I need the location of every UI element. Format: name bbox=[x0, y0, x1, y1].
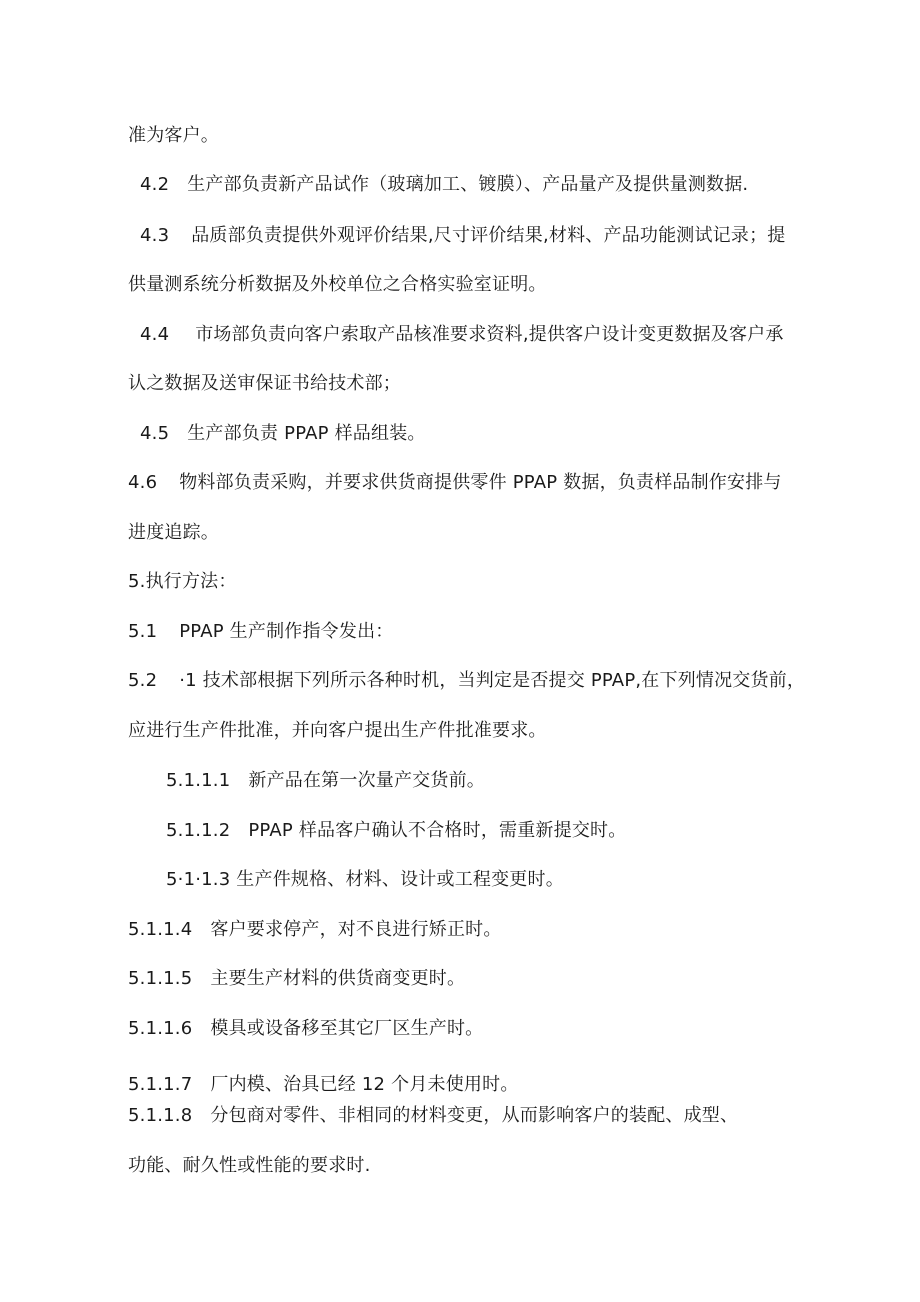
text-line bbox=[128, 273, 547, 297]
item-5-1-1-4 bbox=[128, 918, 502, 942]
section-4-5 bbox=[140, 422, 426, 446]
item-number: 5.1.1.6 bbox=[128, 1018, 193, 1039]
line-text: ·1 技术部根据下列所示各种时机，当判定是否提交 PPAP,在下列情况交货前， bbox=[179, 670, 806, 691]
item-number: 5.1.1.2 bbox=[166, 820, 231, 841]
line-text: 厂内模、治具已经 12 个月未使用时。 bbox=[210, 1074, 519, 1095]
item-5-1-1-5 bbox=[128, 967, 465, 991]
item-number: 5.1.1.1 bbox=[166, 770, 231, 791]
line-text: 客户要求停产，对不良进行矫正时。 bbox=[210, 919, 502, 940]
section-4-2 bbox=[140, 173, 748, 197]
line-text: 品质部负责提供外观评价结果,尺寸评价结果,材料、产品功能测试记录；提 bbox=[191, 225, 786, 246]
item-number: 5.1.1.5 bbox=[128, 968, 193, 989]
item-5-1-1-3 bbox=[166, 868, 564, 892]
section-5-1 bbox=[128, 620, 393, 644]
line-text: PPAP 生产制作指令发出： bbox=[179, 621, 394, 642]
section-number: 4.6 bbox=[128, 472, 158, 493]
line-text: 应进行生产件批准，并向客户提出生产件批准要求。 bbox=[128, 720, 547, 741]
item-number: 5.1.1.4 bbox=[128, 919, 193, 940]
section-number: 4.2 bbox=[140, 174, 170, 195]
line-text: 主要生产材料的供货商变更时。 bbox=[210, 968, 466, 989]
section-4-4 bbox=[140, 323, 784, 347]
line-text: 模具或设备移至其它厂区生产时。 bbox=[210, 1018, 484, 1039]
item-5-1-1-7 bbox=[128, 1073, 519, 1097]
line-text: 认之数据及送审保证书给技术部； bbox=[128, 373, 401, 394]
line-text: 市场部负责向客户索取产品核准要求资料,提供客户设计变更数据及客户承 bbox=[195, 324, 784, 345]
line-text: 5·1·1.3 生产件规格、材料、设计或工程变更时。 bbox=[166, 869, 564, 890]
section-heading bbox=[128, 570, 237, 594]
text-line bbox=[128, 372, 401, 396]
line-text: 新产品在第一次量产交货前。 bbox=[248, 770, 485, 791]
item-5-1-1-6 bbox=[128, 1017, 483, 1041]
line-text: 生产部负责 PPAP 样品组装。 bbox=[187, 423, 426, 444]
section-5-2 bbox=[128, 669, 805, 693]
line-text: 功能、耐久性或性能的要求时. bbox=[128, 1155, 371, 1176]
line-text: 进度追踪。 bbox=[128, 522, 219, 543]
item-5-1-1-8 bbox=[128, 1104, 738, 1128]
line-text: 生产部负责新产品试作（玻璃加工、镀膜）、产品量产及提供量测数据. bbox=[187, 174, 749, 195]
line-text: PPAP 样品客户确认不合格时，需重新提交时。 bbox=[248, 820, 627, 841]
item-5-1-1-1 bbox=[166, 769, 485, 793]
line-text: 物料部负责采购，并要求供货商提供零件 PPAP 数据，负责样品制作安排与 bbox=[179, 472, 782, 493]
text-line bbox=[128, 1154, 371, 1178]
section-number: 4.5 bbox=[140, 423, 170, 444]
text-line bbox=[128, 124, 219, 148]
item-5-1-1-2 bbox=[166, 819, 626, 843]
line-text: 分包商对零件、非相同的材料变更，从而影响客户的装配、成型、 bbox=[210, 1105, 739, 1126]
section-4-6 bbox=[128, 471, 782, 495]
line-text: 5.执行方法： bbox=[128, 571, 237, 592]
line-text: 供量测系统分析数据及外校单位之合格实验室证明。 bbox=[128, 274, 547, 295]
line-text: 准为客户。 bbox=[128, 125, 219, 146]
section-number: 4.4 bbox=[140, 324, 170, 345]
text-line bbox=[128, 719, 547, 743]
section-number: 4.3 bbox=[140, 225, 170, 246]
section-number: 5.1 bbox=[128, 621, 158, 642]
section-4-3 bbox=[140, 224, 785, 248]
item-number: 5.1.1.7 bbox=[128, 1074, 193, 1095]
item-number: 5.1.1.8 bbox=[128, 1105, 193, 1126]
section-number: 5.2 bbox=[128, 670, 158, 691]
text-line bbox=[128, 521, 219, 545]
